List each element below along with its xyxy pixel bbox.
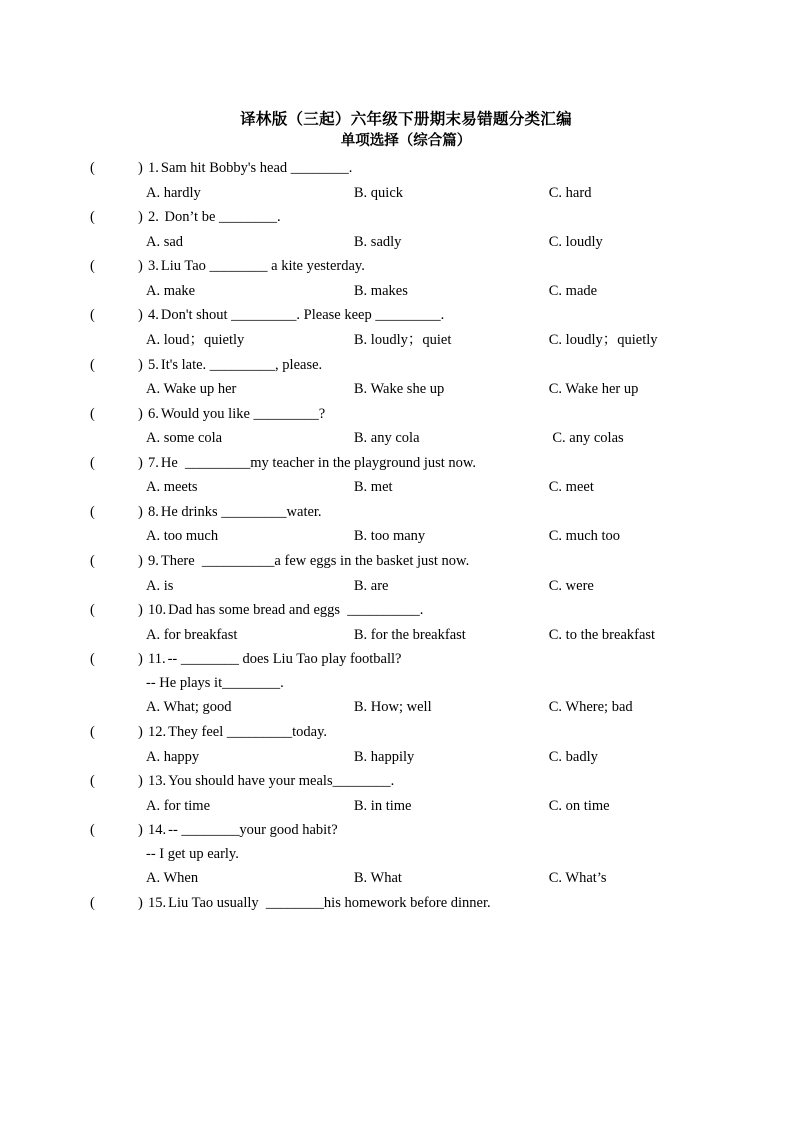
answer-bracket-close: ) [138, 356, 143, 373]
question-stem-line [90, 821, 722, 841]
question-number: 1. [148, 160, 159, 176]
option-b[interactable]: B. any cola [353, 430, 420, 447]
question-15 [90, 894, 722, 914]
question-14 [90, 821, 722, 889]
answer-bracket-open: ( [90, 454, 95, 471]
question-options [90, 282, 722, 302]
question-options [90, 429, 722, 449]
answer-bracket-close: ) [138, 723, 143, 740]
option-a[interactable]: A. hardly [146, 184, 201, 201]
question-number: 3. [148, 258, 159, 275]
question-6 [90, 405, 722, 449]
option-b[interactable]: B. What [353, 870, 402, 887]
option-a[interactable]: A. some cola [146, 430, 223, 447]
question-text-second-line: -- I get up early. [146, 845, 239, 862]
question-number: 10. [148, 602, 167, 619]
option-b[interactable]: B. happily [353, 748, 415, 765]
option-c[interactable]: C. to the breakfast [548, 626, 656, 643]
option-c[interactable]: C. meet [548, 479, 594, 496]
option-b[interactable]: B. in time [353, 797, 412, 814]
answer-bracket-open: ( [90, 553, 95, 569]
question-number: 2. [148, 209, 159, 226]
question-options [90, 869, 722, 889]
question-text: He _________my teacher in the playground just now. [160, 454, 477, 471]
answer-bracket-close: ) [138, 602, 143, 619]
question-stem-line [90, 257, 722, 277]
answer-bracket-close: ) [138, 160, 143, 176]
question-stem-line [90, 208, 722, 228]
question-number: 11. [148, 651, 166, 668]
question-text: They feel _________today. [168, 723, 328, 740]
question-text: It's late. _________, please. [160, 356, 323, 373]
answer-bracket-open: ( [90, 822, 95, 839]
option-b[interactable]: B. met [353, 479, 393, 496]
question-text: Don't shout _________. Please keep _________. [160, 307, 445, 324]
option-b[interactable]: B. too many [353, 528, 426, 545]
option-c[interactable]: C. were [548, 577, 594, 594]
page-title: 译林版（三起）六年级下册期末易错题分类汇编 [240, 111, 572, 128]
option-a[interactable]: A. is [146, 577, 174, 594]
answer-bracket-open: ( [90, 894, 95, 911]
answer-bracket-open: ( [90, 503, 95, 520]
question-11 [90, 650, 722, 718]
question-options [90, 184, 722, 204]
option-c[interactable]: C. on time [548, 797, 610, 814]
option-c[interactable]: C. hard [548, 184, 592, 201]
question-9 [90, 552, 722, 596]
option-a[interactable]: A. meets [146, 479, 198, 496]
option-a[interactable]: A. happy [146, 748, 200, 765]
option-c[interactable]: C. loudly；quietly [548, 331, 658, 348]
answer-bracket-open: ( [90, 405, 95, 422]
question-number: 15. [148, 894, 167, 911]
question-text: Don’t be ________. [160, 209, 281, 226]
question-stem-line [90, 650, 722, 670]
question-number: 5. [148, 356, 159, 373]
answer-bracket-open: ( [90, 160, 95, 176]
question-number: 4. [148, 307, 159, 324]
question-stem-line [90, 503, 722, 523]
question-stem-line [90, 552, 722, 572]
option-a[interactable]: A. sad [146, 233, 184, 250]
option-a[interactable]: A. for time [146, 797, 211, 814]
option-c[interactable]: C. badly [548, 748, 598, 765]
option-c[interactable]: C. any colas [548, 430, 624, 447]
question-stem-line [90, 306, 722, 326]
answer-bracket-close: ) [138, 503, 143, 520]
question-text: Sam hit Bobby's head ________. [160, 160, 353, 176]
question-options [90, 233, 722, 253]
question-number: 14. [148, 822, 167, 839]
question-text-second-line: -- He plays it________. [146, 674, 284, 691]
answer-bracket-close: ) [138, 454, 143, 471]
question-options [90, 698, 722, 718]
question-text: Would you like _________? [160, 405, 326, 422]
answer-bracket-open: ( [90, 356, 95, 373]
option-c[interactable]: C. Where; bad [548, 699, 633, 716]
question-8 [90, 503, 722, 547]
question-stem-line [90, 159, 722, 179]
answer-bracket-close: ) [138, 553, 143, 569]
question-stem-line [90, 772, 722, 792]
option-a[interactable]: A. for breakfast [146, 626, 238, 643]
question-text: You should have your meals________. [168, 773, 395, 790]
answer-bracket-open: ( [90, 651, 95, 668]
option-a[interactable]: A. When [146, 870, 199, 887]
question-number: 12. [148, 723, 167, 740]
question-number: 9. [148, 553, 159, 569]
question-number: 8. [148, 503, 159, 520]
question-3 [90, 257, 722, 301]
question-10 [90, 601, 722, 645]
answer-bracket-open: ( [90, 602, 95, 619]
option-a[interactable]: A. Wake up her [146, 381, 237, 398]
answer-bracket-open: ( [90, 209, 95, 226]
question-2 [90, 208, 722, 252]
question-text: He drinks _________water. [160, 503, 322, 520]
question-options [90, 478, 722, 498]
option-b[interactable]: B. quick [353, 184, 404, 201]
question-options [90, 577, 722, 597]
answer-bracket-close: ) [138, 651, 143, 668]
question-12 [90, 723, 722, 767]
question-5 [90, 356, 722, 400]
question-number: 7. [148, 454, 159, 471]
answer-bracket-close: ) [138, 258, 143, 275]
question-options [90, 380, 722, 400]
option-b[interactable]: B. loudly；quiet [353, 331, 452, 348]
question-stem-line [90, 405, 722, 425]
option-c[interactable]: C. made [548, 282, 598, 299]
answer-bracket-close: ) [138, 894, 143, 911]
question-stem-line [90, 356, 722, 376]
question-text: Dad has some bread and eggs __________. [168, 602, 424, 619]
question-4 [90, 306, 722, 350]
option-c[interactable]: C. loudly [548, 233, 603, 250]
question-stem-line [90, 454, 722, 474]
answer-bracket-close: ) [138, 209, 143, 226]
question-options [90, 797, 722, 817]
option-a[interactable]: A. loud；quietly [146, 331, 245, 348]
answer-bracket-close: ) [138, 307, 143, 324]
question-options [90, 331, 722, 351]
question-text: -- ________your good habit? [168, 822, 338, 839]
question-text: Liu Tao ________ a kite yesterday. [160, 258, 365, 275]
option-b[interactable]: B. are [353, 577, 389, 594]
page-subtitle: 单项选择（综合篇） [340, 133, 472, 150]
option-b[interactable]: B. makes [353, 282, 408, 299]
question-stem-line [90, 894, 722, 914]
option-c[interactable]: C. Wake her up [548, 381, 639, 398]
question-text: There __________a few eggs in the basket just now. [160, 553, 470, 569]
answer-bracket-open: ( [90, 723, 95, 740]
answer-bracket-open: ( [90, 773, 95, 790]
answer-bracket-close: ) [138, 405, 143, 422]
question-number: 6. [148, 405, 159, 422]
option-a[interactable]: A. What; good [146, 699, 232, 716]
answer-bracket-close: ) [138, 773, 143, 790]
question-stem-line [90, 601, 722, 621]
option-b[interactable]: B. Wake she up [353, 381, 445, 398]
question-options [90, 748, 722, 768]
question-options [90, 527, 722, 547]
option-a[interactable]: A. make [146, 282, 196, 299]
option-a[interactable]: A. too much [146, 528, 219, 545]
question-text: -- ________ does Liu Tao play football? [167, 651, 402, 668]
question-number: 13. [148, 773, 167, 790]
option-b[interactable]: B. for the breakfast [353, 626, 466, 643]
option-c[interactable]: C. much too [548, 528, 621, 545]
question-stem-line [90, 723, 722, 743]
question-text: Liu Tao usually ________his homework before dinner. [168, 894, 491, 911]
option-b[interactable]: B. How; well [353, 699, 432, 716]
answer-bracket-open: ( [90, 307, 95, 324]
option-b[interactable]: B. sadly [353, 233, 402, 250]
question-1 [90, 159, 722, 203]
option-c[interactable]: C. What’s [548, 870, 607, 887]
answer-bracket-open: ( [90, 258, 95, 275]
question-7 [90, 454, 722, 498]
answer-bracket-close: ) [138, 822, 143, 839]
question-13 [90, 772, 722, 816]
question-options [90, 626, 722, 646]
